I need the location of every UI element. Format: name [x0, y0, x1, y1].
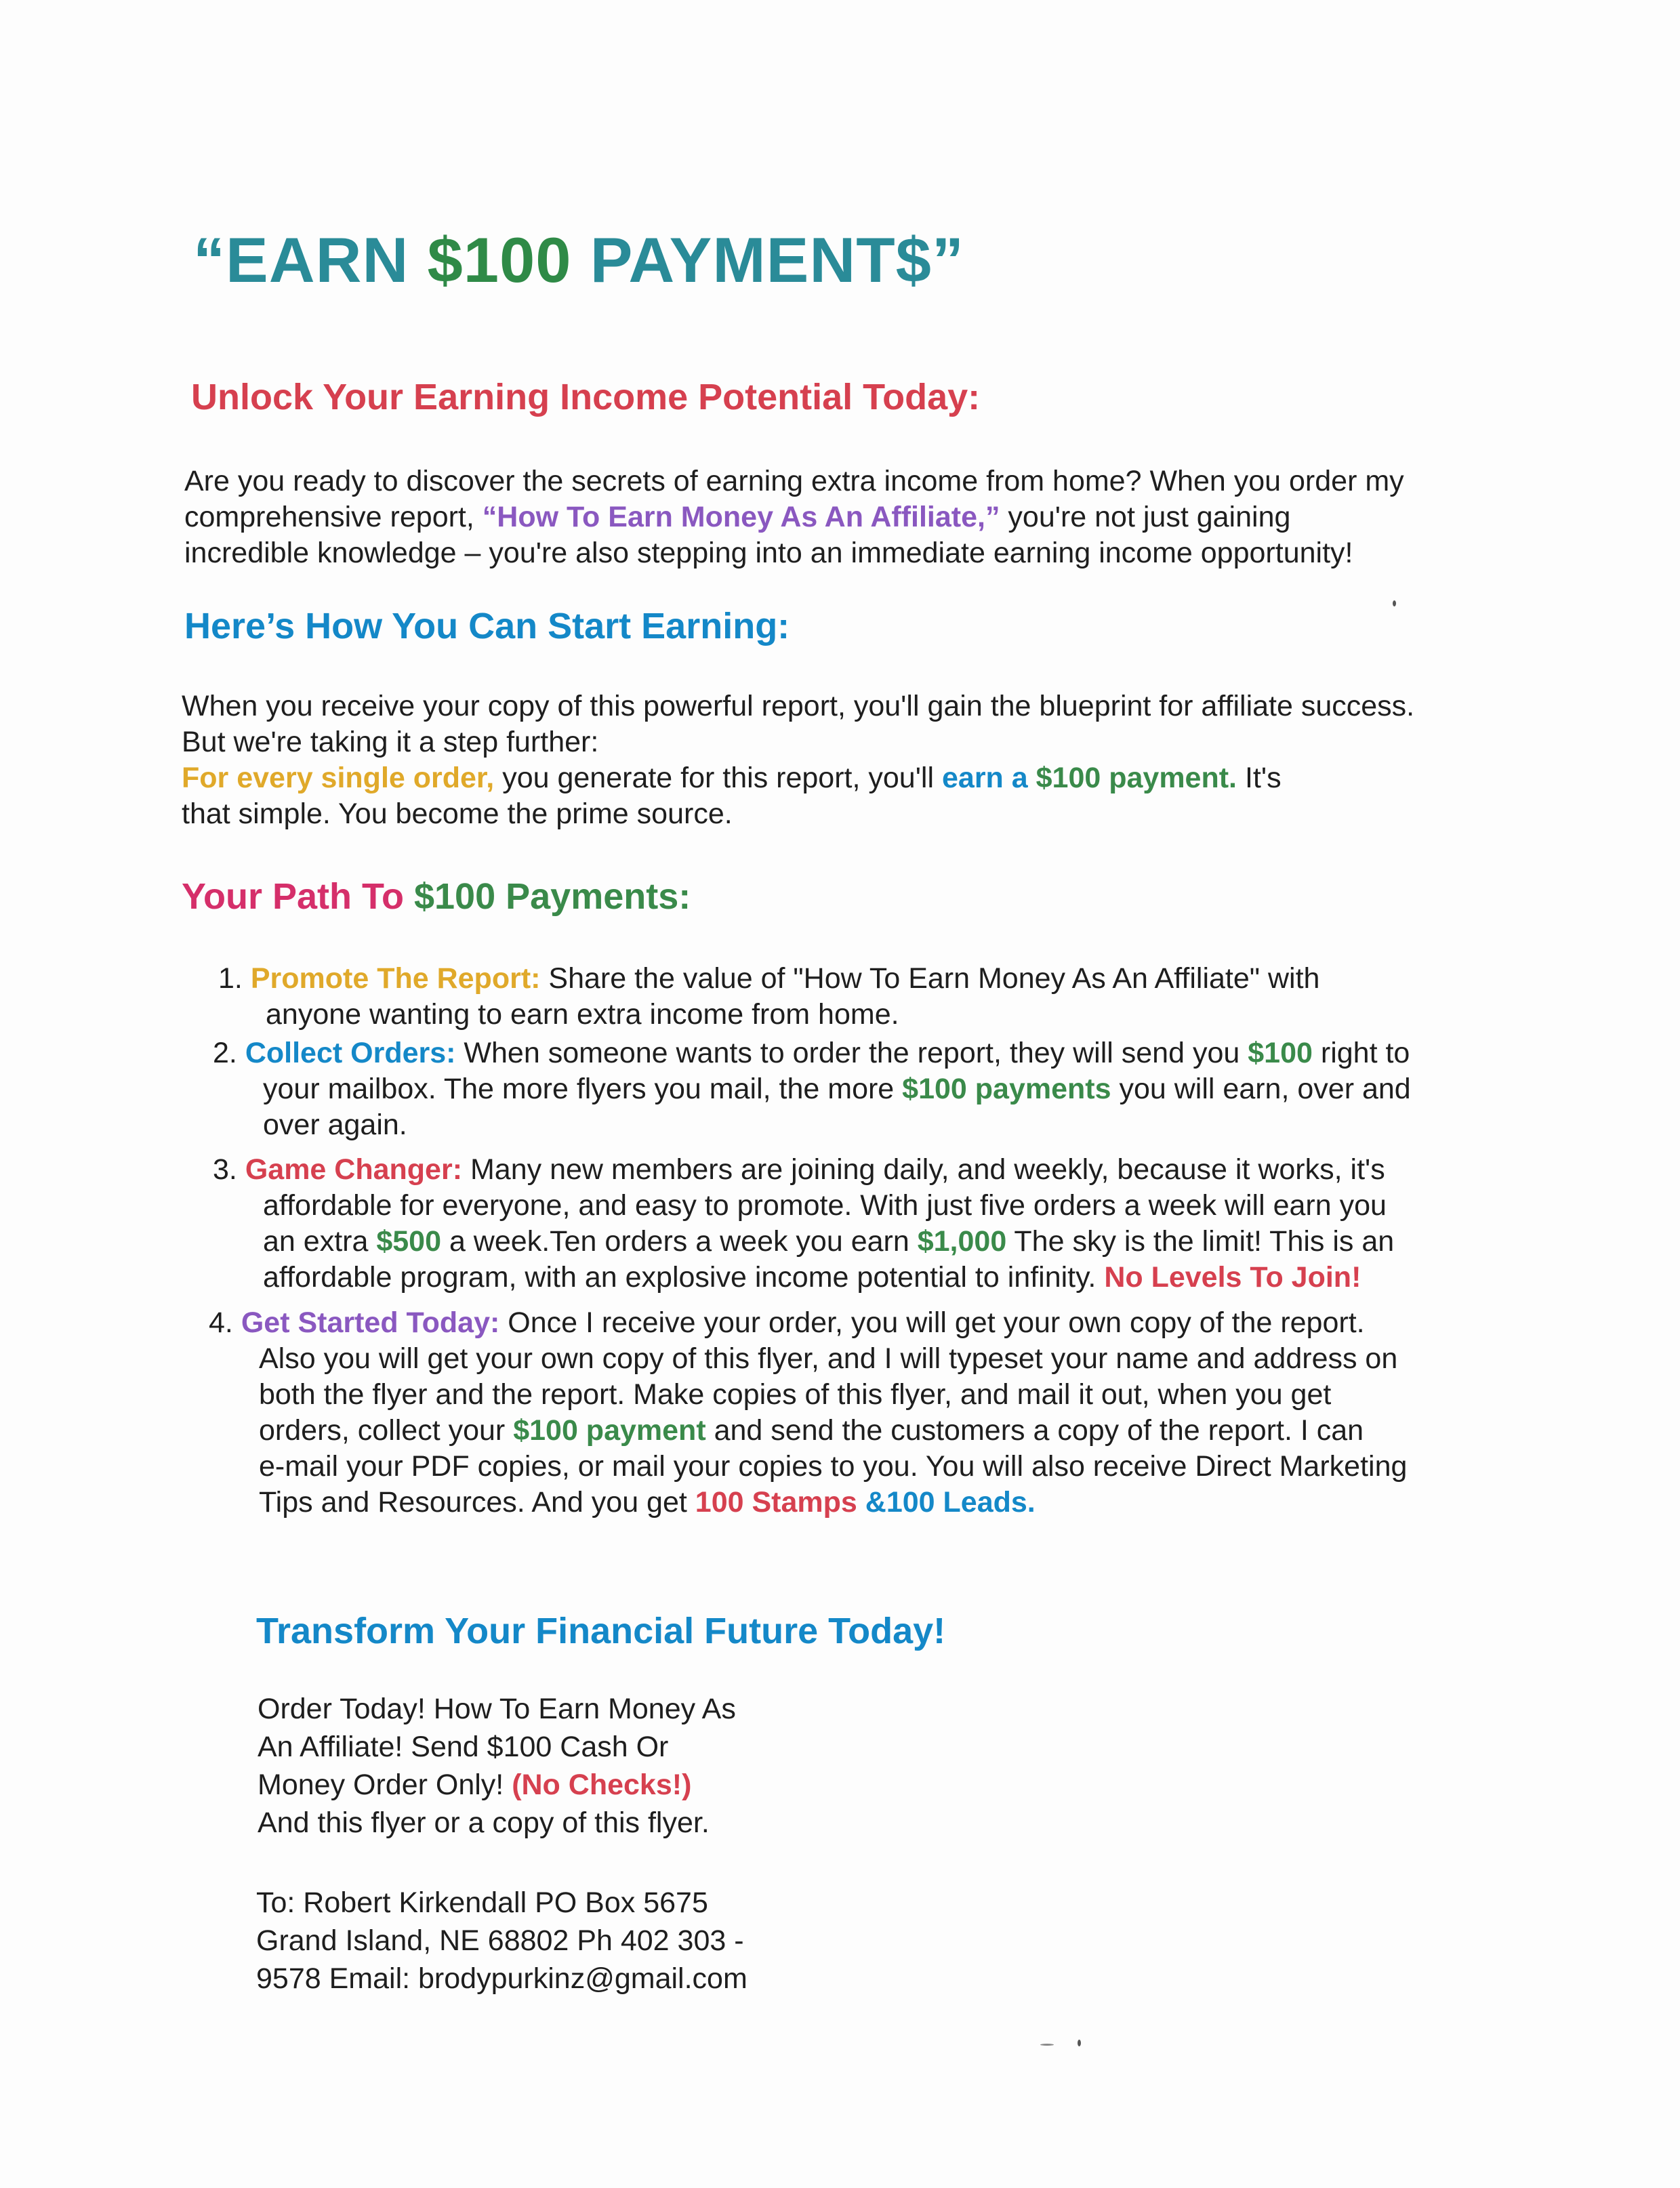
earn-highlight: earn a — [941, 762, 1036, 794]
item-text: orders, collect your — [259, 1414, 514, 1447]
section-heading-unlock: Unlock Your Earning Income Potential Today: — [191, 377, 981, 417]
text: you're not just gaining — [1000, 501, 1291, 533]
address-line-2: Grand Island, NE 68802 Ph 402 303 - — [256, 1924, 744, 1957]
item-text: both the flyer and the report. Make copies of this flyer, and mail it out, when you get — [259, 1378, 1332, 1411]
amount-highlight: $1,000 — [917, 1225, 1007, 1258]
item-label: Collect Orders: — [245, 1037, 456, 1069]
order-line-3 — [258, 1766, 736, 1804]
item-text — [857, 1486, 865, 1519]
title-amount: $100 — [427, 224, 572, 295]
section1-line-2 — [184, 499, 1404, 535]
payment-highlight: $100 payment. — [1036, 762, 1237, 794]
amount-highlight: $500 — [376, 1225, 441, 1258]
section1-paragraph — [184, 463, 1404, 571]
flyer-title — [193, 224, 964, 297]
order-line-1: Order Today! How To Earn Money As — [258, 1693, 736, 1725]
item-number: 2. — [213, 1037, 237, 1069]
list-item-3 — [213, 1152, 1394, 1296]
section-heading-transform: Transform Your Financial Future Today! — [256, 1611, 946, 1651]
list-item-1 — [218, 961, 1319, 1033]
address-line-3: 9578 Email: brodypurkinz@gmail.com — [256, 1962, 747, 1995]
item-text: affordable for everyone, and easy to promote. With just five orders a week will earn you — [263, 1189, 1387, 1222]
item-text: over again. — [263, 1109, 407, 1141]
item-text: Share the value of "How To Earn Money As An Affiliate" with — [540, 962, 1320, 995]
item-text: The sky is the limit! This is an — [1006, 1225, 1395, 1258]
section2-line-2: But we're taking it a step further: — [182, 726, 599, 758]
item-text: When someone wants to order the report, they will send you — [455, 1037, 1248, 1069]
item-text: Tips and Resources. And you get — [259, 1486, 695, 1519]
text: comprehensive report, — [184, 501, 483, 533]
no-levels-highlight: No Levels To Join! — [1104, 1261, 1361, 1294]
item-text: an extra — [263, 1225, 377, 1258]
amount-highlight: $100 payments — [902, 1073, 1111, 1105]
scan-speck — [1040, 2044, 1054, 2046]
item-text: e-mail your PDF copies, or mail your copies to you. You will also receive Direct Marketing — [259, 1450, 1408, 1483]
order-line-2: An Affiliate! Send $100 Cash Or — [258, 1731, 669, 1763]
section1-line-3: incredible knowledge – you're also stepping into an immediate earning income opportunity! — [184, 537, 1353, 569]
order-line-4: And this flyer or a copy of this flyer. — [258, 1807, 710, 1839]
item-label: Game Changer: — [245, 1153, 463, 1186]
item-text: a week.Ten orders a week you earn — [441, 1225, 918, 1258]
stamps-highlight: 100 Stamps — [695, 1486, 857, 1519]
section2-line-4: that simple. You become the prime source. — [182, 798, 733, 830]
item-text: Once I receive your order, you will get your own copy of the report. — [499, 1306, 1365, 1339]
item-number: 4. — [209, 1306, 233, 1339]
title-part-1: “EARN — [193, 224, 428, 295]
amount-highlight: $100 payment — [513, 1414, 706, 1447]
scan-speck — [1393, 600, 1396, 606]
mailing-address — [256, 1884, 747, 1998]
item-text: Many new members are joining daily, and weekly, because it works, it's — [462, 1153, 1385, 1186]
section-heading-path — [182, 875, 691, 917]
title-part-2: PAYMENT$” — [571, 224, 964, 295]
section2-line-1: When you receive your copy of this powerful report, you'll gain the blueprint for affiliate success. — [182, 690, 1415, 722]
item-text: you will earn, over and — [1111, 1073, 1411, 1105]
report-title-highlight: “How To Earn Money As An Affiliate,” — [482, 501, 1000, 533]
item-text: right to — [1312, 1037, 1410, 1069]
section1-line-1: Are you ready to discover the secrets of earning extra income from home? When you order my — [184, 465, 1404, 497]
item-label: Promote The Report: — [250, 962, 541, 995]
amount-highlight: $100 — [1248, 1037, 1313, 1069]
text: you generate for this report, you'll — [494, 762, 942, 794]
section-heading-start-earning: Here’s How You Can Start Earning: — [184, 606, 790, 646]
item-text: Also you will get your own copy of this flyer, and I will typeset your name and address on — [259, 1342, 1398, 1375]
item-text: anyone wanting to earn extra income from home. — [266, 998, 899, 1031]
address-line-1: To: Robert Kirkendall PO Box 5675 — [256, 1886, 708, 1919]
heading-text: Your Path To — [182, 876, 414, 917]
leads-highlight: &100 Leads. — [865, 1486, 1036, 1519]
order-instructions — [258, 1690, 736, 1842]
heading-amount: $100 Payments: — [413, 876, 691, 917]
item-text: your mailbox. The more flyers you mail, the more — [263, 1073, 903, 1105]
every-order-highlight: For every single order, — [182, 762, 495, 794]
no-checks-highlight: (No Checks!) — [512, 1769, 692, 1801]
item-text: affordable program, with an explosive income potential to infinity. — [263, 1261, 1105, 1294]
scan-speck — [1078, 2040, 1081, 2046]
item-label: Get Started Today: — [241, 1306, 500, 1339]
item-number: 3. — [213, 1153, 237, 1186]
list-item-4 — [209, 1305, 1407, 1521]
item-number: 1. — [218, 962, 243, 995]
text: It's — [1237, 762, 1282, 794]
list-item-2 — [213, 1035, 1411, 1143]
text: Money Order Only! — [258, 1769, 512, 1801]
section2-paragraph — [182, 688, 1414, 832]
item-text: and send the customers a copy of the report. I can — [705, 1414, 1364, 1447]
section2-line-3 — [182, 760, 1414, 796]
